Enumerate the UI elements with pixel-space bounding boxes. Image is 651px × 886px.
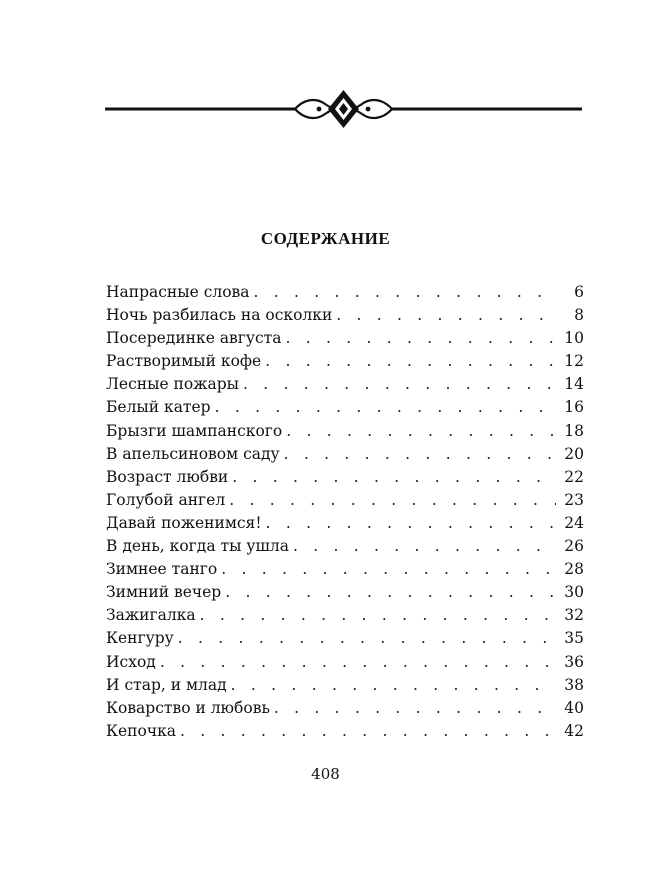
- toc-dot-leader: [254, 281, 556, 304]
- toc-entry: [106, 420, 584, 443]
- table-of-contents: [106, 281, 584, 743]
- toc-entry: [106, 373, 584, 396]
- toc-dot-leader: [180, 720, 556, 743]
- toc-heading: СОДЕРЖАНИЕ: [260, 229, 391, 248]
- toc-entry-page: 32: [564, 606, 584, 625]
- page-number: 408: [311, 765, 340, 783]
- toc-dot-leader: [286, 420, 556, 443]
- toc-entry: [106, 674, 584, 697]
- toc-entry-page: 36: [564, 652, 584, 671]
- toc-entry: [106, 535, 584, 558]
- toc-dot-leader: [200, 604, 556, 627]
- toc-entry: [106, 697, 584, 720]
- ornament-divider-icon: [105, 86, 582, 132]
- toc-entry-title: Кенгуру: [106, 629, 174, 648]
- toc-dot-leader: [266, 512, 556, 535]
- toc-entry-page: 8: [574, 306, 584, 325]
- toc-entry: [106, 304, 584, 327]
- toc-entry: [106, 651, 584, 674]
- toc-entry-page: 6: [574, 283, 584, 301]
- toc-entry-page: 10: [564, 329, 584, 348]
- toc-dot-leader: [293, 535, 556, 558]
- toc-entry: [106, 604, 584, 627]
- toc-dot-leader: [225, 581, 556, 604]
- toc-entry: [106, 443, 584, 466]
- toc-entry: [106, 558, 584, 581]
- toc-entry-title: Зажигалка: [106, 606, 196, 625]
- toc-entry-page: 16: [564, 398, 584, 417]
- toc-dot-leader: [265, 350, 556, 373]
- toc-dot-leader: [232, 466, 556, 489]
- toc-entry-title: Исход: [106, 652, 156, 671]
- toc-entry-title: Посерединке августа: [106, 329, 282, 348]
- toc-entry-title: Белый катер: [106, 398, 211, 417]
- toc-dot-leader: [274, 697, 556, 720]
- toc-entry-page: 42: [564, 721, 584, 740]
- toc-entry-title: Брызги шампанского: [106, 421, 283, 440]
- toc-entry-page: 26: [564, 537, 584, 556]
- toc-entry: [106, 489, 584, 512]
- toc-entry: [106, 281, 584, 304]
- toc-entry-title: Коварство и любовь: [106, 698, 270, 717]
- toc-entry: [106, 720, 584, 743]
- toc-entry-page: 35: [564, 629, 584, 648]
- toc-entry-title: В день, когда ты ушла: [106, 537, 289, 556]
- toc-dot-leader: [215, 396, 556, 419]
- toc-dot-leader: [231, 674, 556, 697]
- toc-entry: [106, 512, 584, 535]
- toc-dot-leader: [336, 304, 556, 327]
- toc-entry-title: Растворимый кофе: [106, 352, 262, 371]
- toc-entry: [106, 327, 584, 350]
- toc-entry-page: 38: [564, 675, 584, 694]
- toc-dot-leader: [178, 627, 556, 650]
- toc-entry-title: Напрасные слова: [106, 283, 250, 301]
- toc-entry-title: Кепочка: [106, 721, 177, 740]
- toc-entry-page: 28: [564, 560, 584, 579]
- toc-entry-page: 23: [564, 490, 584, 509]
- toc-entry-page: 24: [564, 513, 584, 532]
- toc-dot-leader: [286, 327, 557, 350]
- toc-entry: [106, 627, 584, 650]
- toc-entry-title: Ночь разбилась на осколки: [106, 306, 333, 325]
- toc-dot-leader: [160, 651, 556, 674]
- toc-dot-leader: [243, 373, 556, 396]
- toc-dot-leader: [284, 443, 556, 466]
- toc-entry-title: Давай поженимся!: [106, 513, 262, 532]
- toc-entry-title: Лесные пожары: [106, 375, 239, 394]
- toc-entry-page: 30: [564, 583, 584, 602]
- toc-entry-title: В апельсиновом саду: [106, 444, 280, 463]
- toc-entry-page: 12: [564, 352, 584, 371]
- toc-entry-page: 20: [564, 444, 584, 463]
- toc-dot-leader: [229, 489, 556, 512]
- toc-entry: [106, 466, 584, 489]
- toc-entry-title: И стар, и млад: [106, 675, 227, 694]
- toc-entry-page: 40: [564, 698, 584, 717]
- toc-entry-title: Возраст любви: [106, 467, 229, 486]
- toc-entry-page: 22: [564, 467, 584, 486]
- toc-entry: [106, 350, 584, 373]
- toc-entry-page: 18: [564, 421, 584, 440]
- toc-entry-title: Голубой ангел: [106, 490, 226, 509]
- toc-entry-title: Зимний вечер: [106, 583, 222, 602]
- toc-dot-leader: [221, 558, 556, 581]
- toc-entry-page: 14: [564, 375, 584, 394]
- toc-entry: [106, 581, 584, 604]
- toc-entry-title: Зимнее танго: [106, 560, 218, 579]
- toc-entry: [106, 396, 584, 419]
